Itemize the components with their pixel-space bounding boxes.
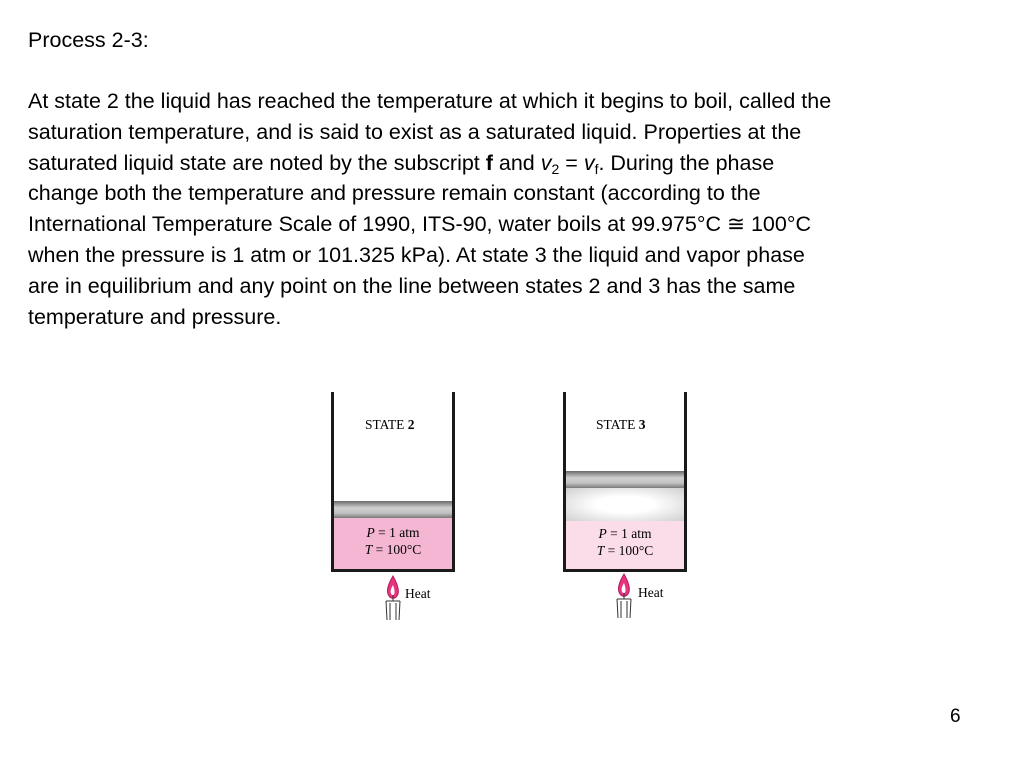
subscript-f-bold: f (485, 150, 493, 175)
pressure-readout (334, 524, 452, 541)
state-label-text: STATE (596, 417, 639, 432)
temperature-symbol: T (596, 543, 605, 558)
heat-label: Heat (638, 585, 664, 600)
paragraph-line (28, 148, 1003, 179)
variable-v: v (583, 150, 595, 175)
candle-flame-icon (613, 572, 635, 620)
temperature-readout (566, 542, 684, 559)
saturated-liquid (566, 521, 684, 569)
piston (566, 471, 684, 488)
page-title: Process 2-3: (28, 28, 149, 52)
body-paragraph (28, 86, 1003, 332)
temperature-value: = 100°C (604, 543, 654, 558)
pressure-value: = 1 atm (606, 526, 652, 541)
cylinder-base (331, 569, 455, 572)
saturated-liquid (334, 518, 452, 569)
paragraph-line: are in equilibrium and any point on the line between states 2 and 3 has the same (28, 273, 796, 298)
state-number: 2 (407, 417, 415, 432)
text-run: saturated liquid state are noted by the subscript (28, 150, 486, 175)
state-3-cylinder (563, 392, 687, 572)
piston (334, 501, 452, 518)
text-run: and (492, 150, 541, 175)
state-3-label (596, 417, 646, 433)
cylinder-right-wall (452, 392, 455, 572)
paragraph-line: temperature and pressure. (28, 304, 282, 329)
state-label-text: STATE (365, 417, 408, 432)
paragraph-line: saturation temperature, and is said to exist as a saturated liquid. Properties at the (28, 119, 802, 144)
temperature-symbol: T (364, 542, 373, 557)
variable-v: v (540, 150, 552, 175)
paragraph-line: change both the temperature and pressure remain constant (according to the (28, 181, 761, 206)
state-2-cylinder (331, 392, 455, 572)
state-number: 3 (638, 417, 646, 432)
temperature-value: = 100°C (372, 542, 422, 557)
candle-flame-icon (382, 574, 404, 622)
paragraph-line: International Temperature Scale of 1990, ITS-90, water boils at 99.975°C ≅ 100°C (28, 212, 811, 237)
pressure-value: = 1 atm (374, 525, 420, 540)
state-2-label (365, 417, 415, 433)
paragraph-line: At state 2 the liquid has reached the temperature at which it begins to boil, called the (28, 89, 832, 113)
paragraph-line: when the pressure is 1 atm or 101.325 kPa). At state 3 the liquid and vapor phase (28, 242, 805, 267)
temperature-readout (334, 541, 452, 558)
subscript-f: f (594, 160, 599, 177)
cylinder-right-wall (684, 392, 687, 572)
subscript-2: 2 (551, 160, 560, 177)
pressure-symbol: P (366, 525, 375, 540)
page-number: 6 (950, 706, 961, 727)
text-run: = (559, 150, 584, 175)
text-run: . During the phase (598, 150, 775, 175)
pressure-symbol: P (598, 526, 607, 541)
pressure-readout (566, 525, 684, 542)
heat-label: Heat (405, 586, 431, 601)
saturated-vapor (566, 488, 684, 521)
